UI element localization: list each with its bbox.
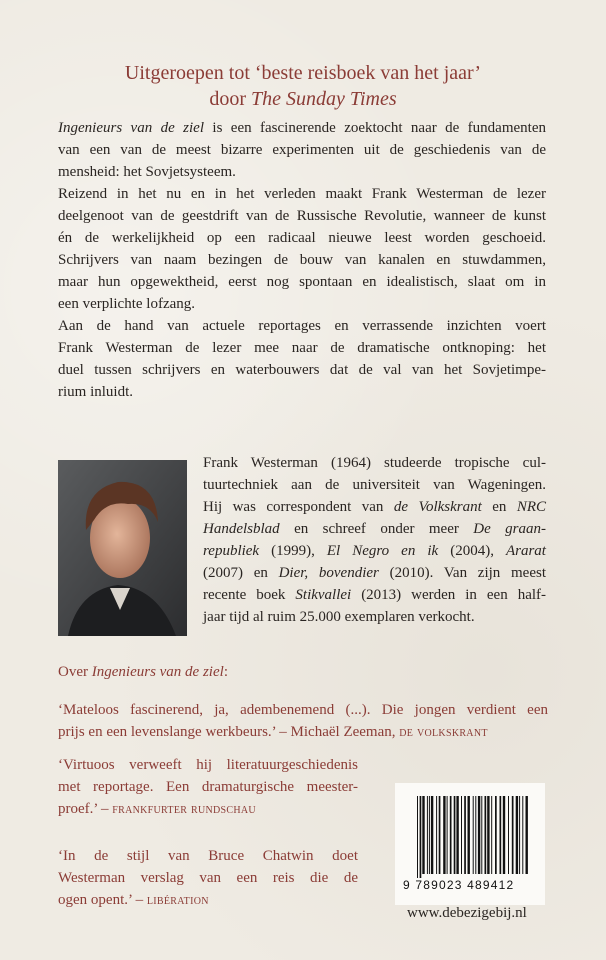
text-line (203, 496, 546, 518)
barcode-bar (450, 796, 452, 874)
barcode-bar (454, 796, 456, 874)
text-line (58, 776, 358, 798)
barcode-bar (422, 796, 424, 874)
text-segment: van een van de meest bizarre experimenten uit de geschiedenis van de (58, 142, 546, 158)
text-line (203, 540, 546, 562)
award-source-name: The Sunday Times (251, 88, 397, 110)
text-segment: mensheid: het Sovjetsysteem. (58, 164, 236, 180)
text-segment: Schrijvers van naam bezingen de bouw van kanalen en stuwdammen, (58, 252, 546, 268)
text-segment: en (481, 499, 517, 515)
text-line (58, 139, 546, 161)
author-bio (203, 452, 546, 628)
barcode-bar (464, 796, 466, 874)
text-segment: maar hun opgewektheid, eerst nog spontaan en idealistisch, slaat om in (58, 274, 546, 290)
text-segment: Reizend in het nu en in het verleden maakt Frank Westerman de lezer (58, 186, 546, 202)
text-line (203, 452, 546, 474)
barcode-bar (481, 796, 482, 874)
text-line (203, 562, 546, 584)
italic-title: de Volkskrant (393, 499, 482, 515)
text-segment: deelgenoot van de geestdrift van de Russische Revolutie, wanneer de kunst (58, 208, 546, 224)
text-segment: ‘Mateloos fascinerend, ja, adembenemend (...). Die jongen verdient een (58, 702, 548, 718)
barcode-bars (417, 796, 529, 878)
barcode-bar (420, 796, 422, 878)
barcode-bar (522, 796, 523, 874)
text-segment: én de werkelijkheid op een radicaal nieuwe leest worden geschoeid. (58, 230, 546, 246)
source-name: de volkskrant (399, 725, 488, 740)
text-segment: (1999), (259, 543, 327, 559)
text-line (58, 315, 546, 337)
review-quote (58, 845, 358, 912)
text-segment: proef.’ – (58, 801, 113, 817)
barcode-bar (475, 796, 476, 874)
italic-title: Dier, bovendier (278, 565, 379, 581)
text-line (203, 606, 546, 628)
text-segment: (2007) en (203, 565, 279, 581)
barcode-bar (439, 796, 441, 874)
italic-title: De graan- (473, 521, 547, 537)
text-segment: (2004), (438, 543, 506, 559)
award-source-prefix: door (209, 88, 252, 110)
text-segment: Aan de hand van actuele reportages en verrassende inzichten voert (58, 318, 546, 334)
text-line (58, 205, 546, 227)
text-segment: is een fascinerende zoektocht naar de fundamenten (204, 120, 546, 136)
text-line (58, 337, 546, 359)
barcode-bar (487, 796, 489, 874)
text-segment: prijs en een levenslange werkbeurs.’ – Michaël Zeeman, (58, 724, 400, 740)
barcode-bar (512, 796, 514, 874)
barcode-bar (526, 796, 528, 874)
barcode-bar (443, 796, 445, 874)
italic-title: Handelsblad (203, 521, 280, 537)
barcode-bar (429, 796, 430, 874)
text-line (58, 293, 546, 315)
text-segment: Over (58, 664, 92, 680)
text-line (58, 271, 546, 293)
text-segment: jaar tijd al ruim 25.000 exemplaren verkocht. (203, 609, 475, 625)
text-line (58, 889, 358, 912)
award-line: Uitgeroepen tot ‘beste reisboek van het jaar’ (124, 62, 482, 84)
text-line (58, 249, 546, 271)
publisher-url[interactable]: www.debezigebij.nl (407, 905, 527, 921)
book-description (58, 117, 546, 403)
barcode-bar (417, 796, 418, 878)
text-segment: ‘Virtuoos verweeft hij literatuurgeschiedenis (58, 757, 358, 773)
isbn-barcode (395, 783, 545, 905)
barcode-bar (468, 796, 470, 874)
text-line (203, 518, 546, 540)
italic-title: Ararat (505, 543, 546, 559)
source-name: libération (146, 893, 209, 908)
barcode-bar (508, 796, 509, 874)
barcode-bar (436, 796, 437, 874)
barcode-bar (485, 796, 487, 874)
author-photo (58, 460, 187, 636)
italic-title: Ingenieurs van de ziel (91, 664, 224, 680)
text-line (58, 117, 546, 139)
text-line (58, 161, 546, 183)
text-segment: Westerman verslag van een reis die de (58, 870, 358, 886)
barcode-bar (503, 796, 505, 874)
text-segment: rium inluidt. (58, 384, 133, 400)
text-line (58, 798, 358, 821)
text-segment: duel tussen schrijvers en waterbouwers dat de val van het Sovjetimpe- (58, 362, 546, 378)
barcode-bar (478, 796, 480, 874)
text-segment: een verplichte lofzang. (58, 296, 196, 312)
barcode-bar (461, 796, 462, 874)
reviews-intro (58, 661, 548, 683)
text-segment: Frank Westerman de lezer mee naar de dramatische ontknoping: het (58, 340, 546, 356)
text-segment: met reportage. Een dramaturgische meester- (58, 779, 358, 795)
italic-title: El Negro en ik (326, 543, 439, 559)
text-line (58, 381, 546, 403)
barcode-bar (456, 796, 458, 874)
text-segment: recente boek (203, 587, 296, 603)
barcode-bar (447, 796, 448, 874)
barcode-bar (431, 796, 433, 874)
barcode-bar (491, 796, 492, 874)
text-line (58, 183, 546, 205)
barcode-bar (427, 796, 428, 874)
text-line (58, 661, 548, 683)
italic-title: Ingenieurs van de ziel (58, 120, 204, 136)
review-quote (58, 754, 358, 821)
isbn-number: 9 789023 489412 (403, 878, 515, 892)
source-name: frankfurter rundschau (112, 802, 256, 817)
text-segment: ‘In de stijl van Bruce Chatwin doet (58, 848, 358, 864)
italic-title: Stikvallei (295, 587, 352, 603)
award-heading (0, 60, 606, 112)
text-line (58, 721, 548, 744)
italic-title: NRC (516, 499, 546, 515)
text-line (58, 845, 358, 867)
text-line (58, 699, 548, 721)
text-line (203, 584, 546, 606)
barcode-bar (516, 796, 518, 874)
barcode-bar (495, 796, 497, 874)
text-segment: ogen opent.’ – (58, 892, 147, 908)
review-quote (58, 699, 548, 744)
text-line (58, 867, 358, 889)
text-segment: : (223, 664, 228, 680)
italic-title: republiek (203, 543, 260, 559)
barcode-bar (473, 796, 474, 874)
barcode-bar (519, 796, 520, 874)
barcode-bar (500, 796, 502, 874)
text-line (58, 754, 358, 776)
text-segment: (2010). Van zijn meest (378, 565, 546, 581)
text-line (203, 474, 546, 496)
text-segment: en schreef onder meer (279, 521, 474, 537)
award-source-line (0, 86, 606, 112)
text-segment: tuurtechniek aan de universiteit van Wageningen. (203, 477, 546, 493)
text-line (58, 227, 546, 249)
text-segment: Frank Westerman (1964) studeerde tropische cul- (203, 455, 546, 471)
text-segment: Hij was correspondent van (203, 499, 394, 515)
text-line (58, 359, 546, 381)
text-segment: (2013) werden in een half- (351, 587, 547, 603)
